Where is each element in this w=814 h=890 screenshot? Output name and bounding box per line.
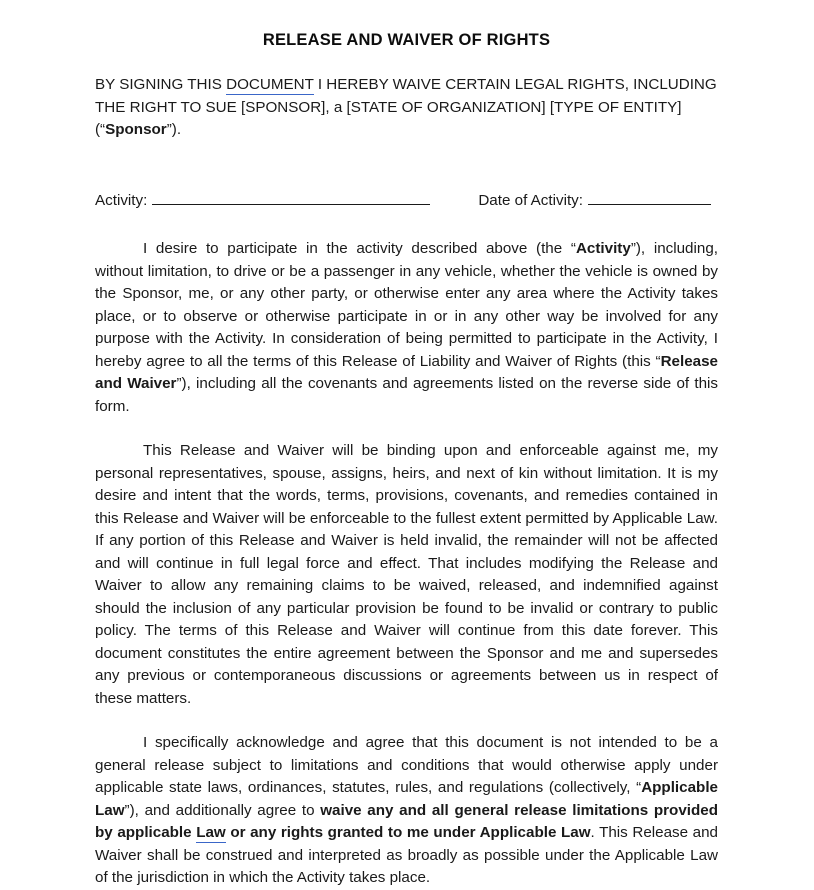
page-title: RELEASE AND WAIVER OF RIGHTS (262, 31, 551, 49)
document-hyperlink[interactable]: DOCUMENT (226, 76, 314, 93)
paragraph-2: This Release and Waiver will be binding upon and enforceable against me, my personal representatives, spouse, assigns, heirs, and next of kin without limitation. It is my desire and intent that the words, terms, provisions, covenants, and remedies contained in this Release and Waiver will be enforceable to the fullest extent permitted by Applicable Law. If any portion of this Release and Waiver is held invalid, the remainder will not be affected and will continue in full legal force and effect. That includes modifying the Release and Waiver to allow any remaining claims to be waived, released, and indemnified against should the inclusion of any particular provision be found to be invalid or contrary to public policy. The terms of this Release and Waiver will continue from this date forever. This document constitutes the entire agreement between the Sponsor and me and supersedes any previous or contemporaneous discussions or agreements between us in respect of these matters. (95, 442, 718, 707)
p3-bold-rights-clause: or any rights granted to me under Applicable Law (225, 824, 591, 841)
p3-text-part3: . This Release and Waiver shall be construed and interpreted as broadly as possible under the Applicable Law of the jurisdiction in which the Activity takes place. (95, 824, 718, 886)
defined-term-applicable-law: Applicable Law (95, 779, 718, 819)
intro-text-part3: ”). (166, 121, 182, 138)
p1-text-part3: ”), including all the covenants and agreements listed on the reverse side of this form. (95, 375, 718, 415)
date-of-activity-label: Date of Activity: (478, 191, 583, 209)
activity-input-blank[interactable] (152, 191, 430, 205)
defined-term-release-and-waiver: Release and Waiver (95, 352, 718, 392)
activity-fields-row (95, 142, 718, 213)
p1-text-part2: ”), including, without limitation, to drive or be a passenger in any vehicle, whether the vehicle is owned by the Sponsor, me, or any other party, or otherwise enter any area where the Activity takes place, or to observe or otherwise participate in or in any other way be involved for any purpose with the Activity. In consideration of being permitted to participate in the Activity, I hereby agree to all the terms of this Release of Liability and Waiver of Rights (this “ (95, 240, 718, 370)
paragraph-1 (95, 212, 718, 418)
activity-field (95, 190, 430, 213)
activity-field-label: Activity: (95, 191, 148, 209)
intro-text-part1: BY SIGNING THIS (95, 76, 227, 93)
p1-text-part1: I desire to participate in the activity described above (the “ (143, 240, 576, 257)
p3-text-part2: ”), and additionally agree to (124, 801, 321, 819)
date-of-activity-field (478, 190, 711, 213)
defined-term-sponsor: Sponsor (105, 121, 167, 138)
intro-paragraph (95, 50, 718, 142)
law-hyperlink[interactable]: Law (196, 824, 226, 841)
defined-term-activity: Activity (575, 240, 631, 257)
paragraph-3 (95, 710, 718, 890)
p3-bold-waiver-clause: waive any and all general release limitations provided by applicable (95, 801, 718, 841)
p3-text-part1: I specifically acknowledge and agree that this document is not intended to be a general release subject to limitations and conditions that would otherwise apply under applicable state laws, ordinances, statutes, rules, and regulations (collectively, “ (95, 734, 718, 796)
intro-text-part2: I HEREBY WAIVE CERTAIN LEGAL RIGHTS, INCLUDING THE RIGHT TO SUE [SPONSOR], a [STATE OF ORGANIZATION] [TYPE OF ENTITY] (“ (95, 76, 717, 138)
date-of-activity-input-blank[interactable] (588, 191, 711, 205)
